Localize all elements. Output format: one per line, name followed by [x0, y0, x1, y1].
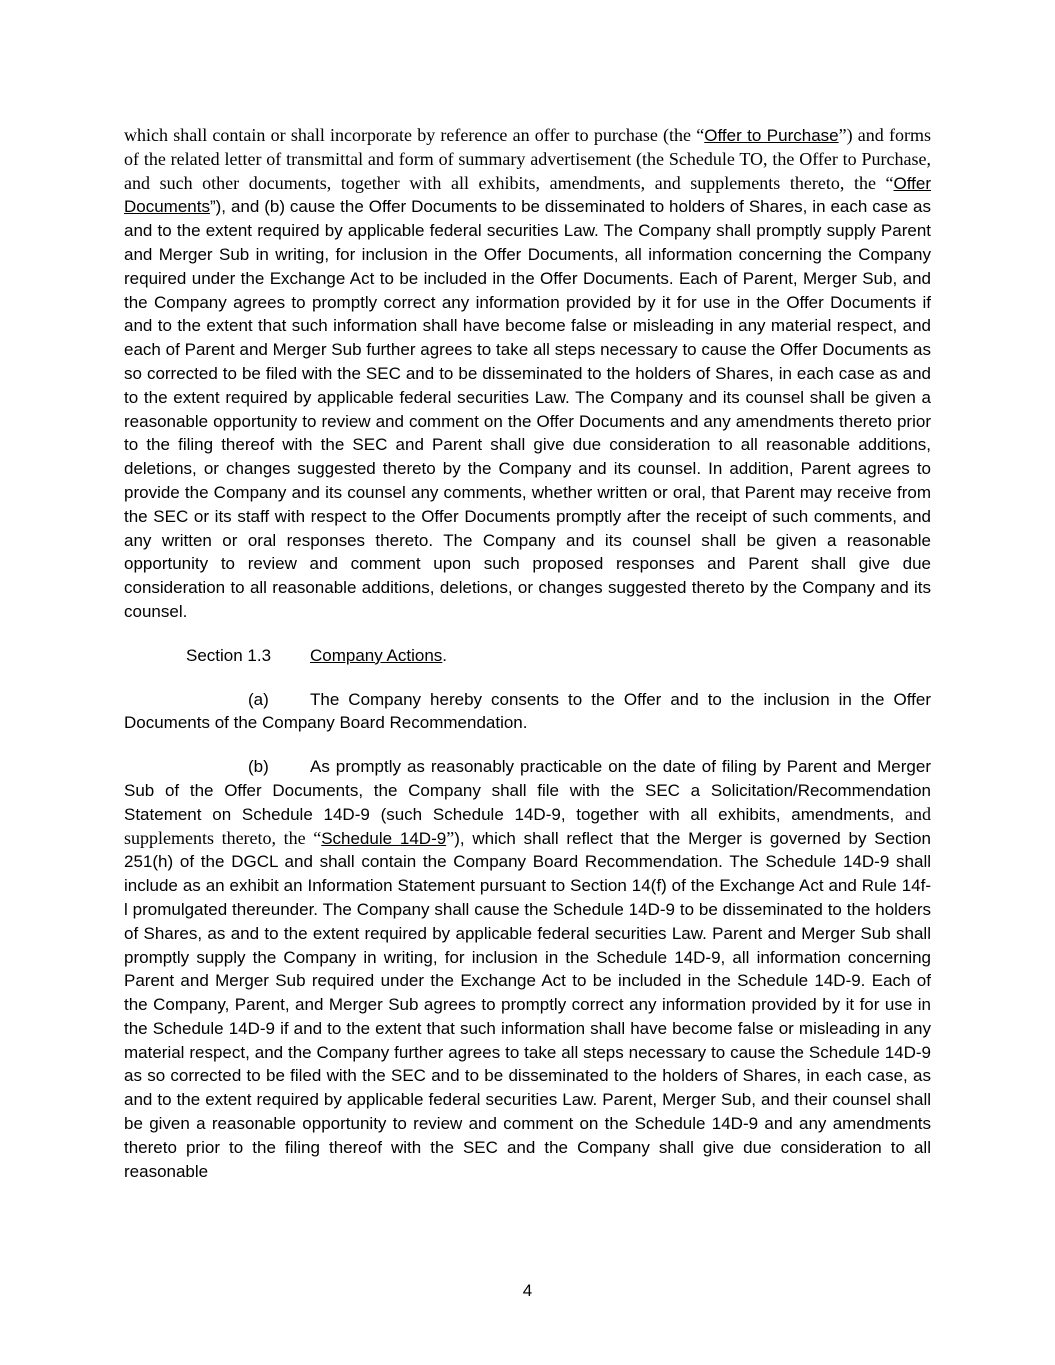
page-number: 4	[522, 1281, 533, 1300]
text-run: ”) and forms of the related letter of transmittal and form of summary advertisement (the Schedule TO, the Offer to Purchase, and such other documents, together with all exhibits, amendments, and	[124, 125, 932, 193]
subsection-a-label: (a)	[248, 689, 269, 709]
text-run: As promptly as reasonably practicable on the date of filing by Parent and Merger Sub of the Offer Documents, the Company shall file with the SEC a Solicitation/Recommendation Statement on Schedule 14D-9 (such Schedule 14D-9, together with all exhibits, amendments,	[124, 757, 931, 824]
subsection-b	[124, 755, 931, 1183]
subsection-a	[124, 688, 931, 736]
text-run: which shall contain or shall incorporate by reference an offer to purchase (the “	[124, 125, 705, 145]
text-run: ”), and (b) cause the Offer Documents to be disseminated to holders of Shares, in each case as and to the extent required by applicable federal securities Law. The Company shall promptly supply Parent and Merger Sub in writing, for inclusion in the Offer Documents, all information concerning the Company required under the Exchange Act to be included in the Offer Documents. Each of Parent, Merger Sub, and the Company agrees to promptly correct any information provided by it for use in the Offer Documents if and to the extent that such information shall have become false or misleading in any material respect, and each of Parent and Merger Sub further agrees to take all steps necessary to cause the Offer Documents as so corrected to be filed with the SEC and to be disseminated to the holders of Shares, in each case as and to the extent required by applicable federal securities Law. The Company and its counsel shall be given a reasonable opportunity to review and comment on the Offer Documents and any amendments thereto prior to the filing thereof with the SEC and Parent shall give due consideration to all reasonable additions, deletions, or changes suggested thereto by the Company and its counsel. In addition, Parent agrees to provide the Company and its counsel any comments, whether written or oral, that Parent may receive from the SEC or its staff with respect to the Offer Documents promptly after the receipt of such comments, and any written or oral responses thereto. The Company and its counsel shall be given a reasonable opportunity to review and comment upon such proposed responses and Parent shall give due consideration to all reasonable additions, deletions, or changes suggested thereto by the Company and its counsel.	[124, 197, 931, 621]
defined-term-offer-documents: Offer Documents	[124, 173, 931, 217]
section-heading	[186, 644, 931, 668]
text-run: ), which shall reflect that the Merger is governed by Section 251(h) of the DGCL and shall contain the Company Board Recommendation. The Schedule 14D-9 shall include as an exhibit an Information Statement pursuant to Section 14(f) of the Exchange Act and Rule 14f-l promulgated thereunder. The Company shall cause the Schedule 14D-9 to be disseminated to the holders of Shares, as and to the extent required by applicable federal securities Law. Parent and Merger Sub shall promptly supply the Company in writing, for inclusion in the Schedule 14D-9, all information concerning Parent and Merger Sub required under the Exchange Act to be included in the Schedule 14D-9. Each of the Company, Parent, and Merger Sub agrees to promptly correct any information provided by it for use in the Schedule 14D-9 if and to the extent that such information shall have become false or misleading in any material respect, and the Company further agrees to take all steps necessary to cause the Schedule 14D-9 as so corrected to be filed with the SEC and to be disseminated to the holders of Shares, in each case, as and to the extent required by applicable federal securities Law. Parent, Merger Sub, and their counsel shall be given a reasonable opportunity to review and comment on the Schedule 14D-9 and any amendments thereto prior to the filing thereof with the SEC and the Company shall give due consideration to all reasonable	[124, 828, 931, 1181]
text-run: ”	[446, 827, 455, 848]
section-title-period: .	[442, 645, 448, 665]
text-run: supplements thereto, the “	[690, 172, 894, 193]
subsection-b-label: (b)	[248, 757, 269, 777]
subsection-a-text: The Company hereby consents to the Offer and to the inclusion in the Offer Documents of the Company Board Recommendation.	[124, 689, 931, 733]
defined-term-schedule-14d-9: Schedule 14D-9	[321, 828, 447, 848]
defined-term-offer-to-purchase: Offer to Purchase	[704, 126, 839, 145]
section-title: Company Actions	[310, 645, 443, 665]
section-number: Section 1.3	[186, 645, 272, 665]
offer-documents-paragraph	[124, 124, 931, 624]
text-run: and supplements thereto, the “	[124, 803, 931, 848]
document-page	[124, 124, 931, 1183]
